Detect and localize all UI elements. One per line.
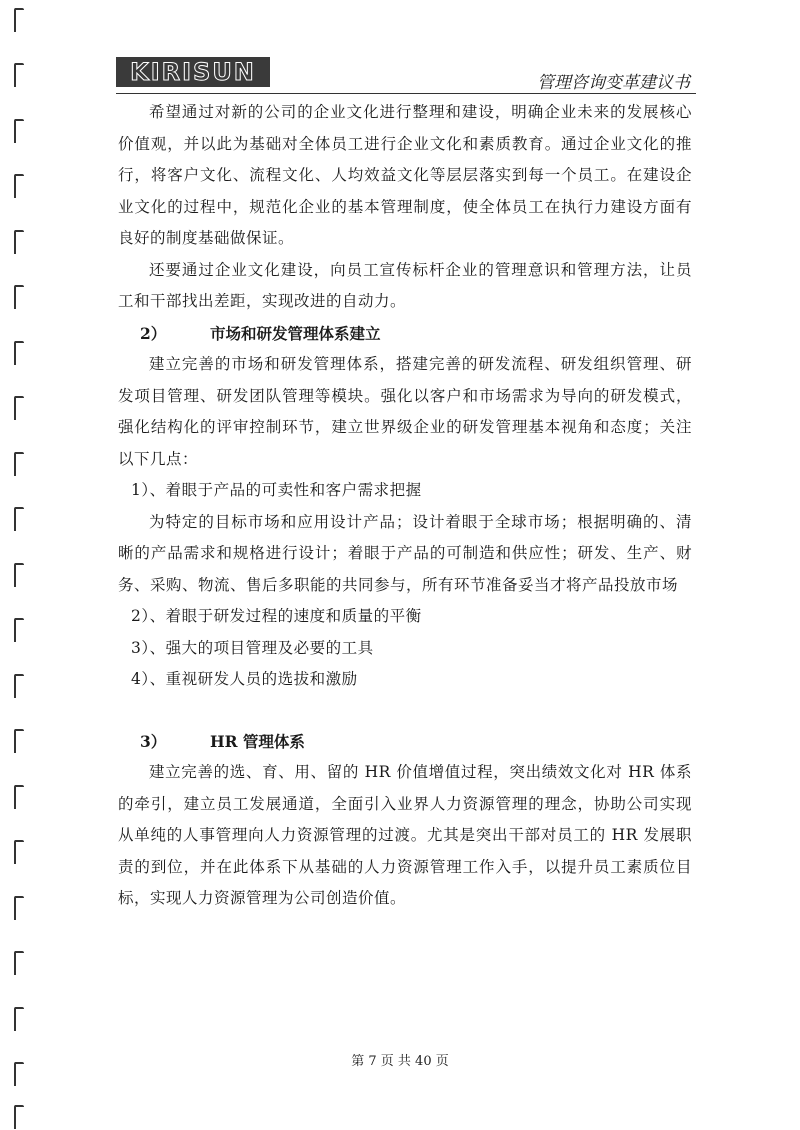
binding-ring: [14, 507, 24, 531]
paragraph-hr: 建立完善的选、育、用、留的 HR 价值增值过程，突出绩效文化对 HR 体系的牵引，建立员工发展通道，全面引入业界人力资源管理的理念，协助公司实现从单纯的人事管理向人力资源管理的过渡。尤其是突出干部对员工的 HR 发展职责的到位，并在此体系下从基础的人力资源管理工作入手，以提升员工素质位目标，实现人力资源管理为公司创造价值。: [118, 763, 692, 907]
section-title: 市场和研发管理体系建立: [210, 323, 381, 343]
list-item-2: 2）、着眼于研发过程的速度和质量的平衡: [131, 607, 422, 625]
binding-ring: [14, 1007, 24, 1031]
page-number: 第 7 页 共 40 页: [351, 1054, 449, 1069]
header-divider: [116, 93, 696, 94]
binding-ring: [14, 452, 24, 476]
paragraph-item1-detail: 为特定的目标市场和应用设计产品；设计着眼于全球市场；根据明确的、清晰的产品需求和规格进行设计；着眼于产品的可制造和供应性；研发、生产、财务、采购、物流、售后多职能的共同参与，所有环节准备妥当才将产品投放市场: [118, 512, 692, 594]
company-logo: KIRISUN: [116, 57, 270, 87]
list-item-4: 4）、重视研发人员的选拔和激励: [131, 670, 358, 688]
paragraph-rd: 建立完善的市场和研发管理体系，搭建完善的研发流程、研发组织管理、研发项目管理、研发团队管理等模块。强化以客户和市场需求为导向的研发模式，强化结构化的评审控制环节，建立世界级企业的研发管理基本视角和态度；关注以下几点：: [118, 355, 692, 468]
list-item-1: 1）、着眼于产品的可卖性和客户需求把握: [131, 481, 422, 499]
spacer: [118, 696, 692, 726]
section-number: 3）: [140, 731, 167, 751]
section-heading-2: [118, 318, 692, 350]
list-item-3: 3）、强大的项目管理及必要的工具: [131, 638, 374, 657]
document-title: 管理咨询变革建议书: [537, 73, 690, 93]
paragraph-culture: 希望通过对新的公司的企业文化进行整理和建设，明确企业未来的发展核心价值观，并以此为基础对全体员工进行企业文化和素质教育。通过企业文化的推行，将客户文化、流程文化、人均效益文化等层层落实到每一个员工。在建设企业文化的过程中，规范化企业的基本管理制度，使全体员工在执行力建设方面有良好的制度基础做保证。: [118, 103, 692, 247]
binding-ring: [14, 341, 24, 365]
binding-ring: [14, 618, 24, 642]
binding-ring: [14, 230, 24, 254]
binding-ring: [14, 285, 24, 309]
page-body: [118, 97, 692, 915]
binding-ring: [14, 63, 24, 87]
binding-ring: [14, 840, 24, 864]
section-number: 2）: [140, 323, 167, 343]
section-heading-3: [118, 726, 692, 758]
binding-rings: [14, 0, 28, 1130]
binding-ring: [14, 1105, 24, 1129]
binding-ring: [14, 174, 24, 198]
binding-ring: [14, 119, 24, 143]
binding-ring: [14, 729, 24, 753]
binding-ring: [14, 8, 24, 32]
binding-ring: [14, 396, 24, 420]
binding-ring: [14, 563, 24, 587]
paragraph-culture-2: 还要通过企业文化建设，向员工宣传标杆企业的管理意识和管理方法，让员工和干部找出差距，实现改进的自动力。: [118, 260, 692, 310]
binding-ring: [14, 896, 24, 920]
section-title: HR 管理体系: [210, 731, 305, 751]
binding-ring: [14, 674, 24, 698]
binding-ring: [14, 951, 24, 975]
binding-ring: [14, 785, 24, 809]
